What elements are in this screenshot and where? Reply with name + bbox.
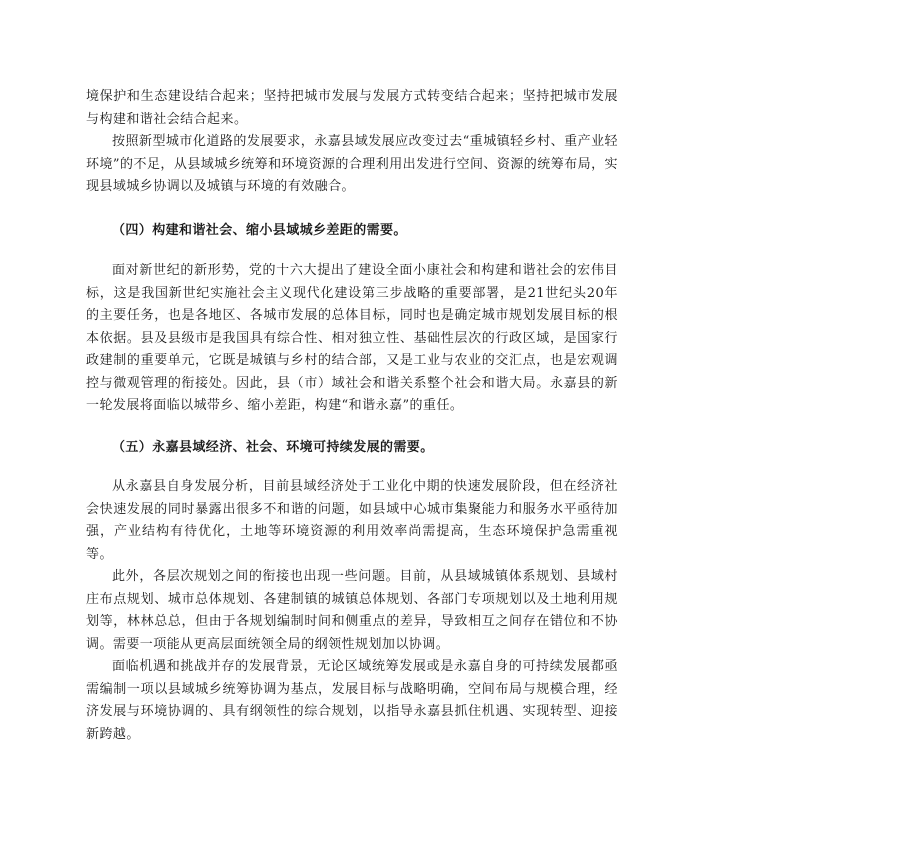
section-heading-4: （四）构建和谐社会、缩小县域城乡差距的需要。 — [112, 223, 407, 238]
paragraph-new-urbanization: 按照新型城市化道路的发展要求，永嘉县域发展应改变过去“重城镇轻乡村、重产业轻环境”的不足，从县域城乡统筹和环境资源的合理利用出发进行空间、资源的统筹布局，实现县域城乡协调以及城镇与环境的有效融合。 — [86, 134, 618, 194]
section-heading-5: （五）永嘉县域经济、社会、环境可持续发展的需要。 — [112, 440, 434, 455]
paragraph-harmonious-society: 面对新世纪的新形势，党的十六大提出了建设全面小康社会和构建和谐社会的宏伟目标，这是我国新世纪实施社会主义现代化建设第三步战略的重要部署，是21世纪头20年的主要任务，也是各地区、各城市发展的总体目标，同时也是确定城市规划发展目标的根本依据。县及县级市是我国具有综合性、相对独立性、基础性层次的行政区域，是国家行政建制的重要单元，它既是城镇与乡村的结合部，又是工业与农业的交汇点，也是宏观调控与微观管理的衔接处。因此，县（市）域社会和谐关系整个社会和谐大局。永嘉县的新一轮发展将面临以城带乡、缩小差距，构建“和谐永嘉”的重任。 — [86, 263, 618, 413]
paragraph-planning-coordination: 此外，各层次规划之间的衔接也出现一些问题。目前，从县域城镇体系规划、县域村庄布点规划、城市总体规划、各建制镇的城镇总体规划、各部门专项规划以及土地利用规划等，林林总总，但由于各规划编制时间和侧重点的差异，导致相互之间存在错位和不协调。需要一项能从更高层面统领全局的纲领性规划加以协调。 — [86, 569, 618, 652]
section-5-body — [86, 476, 618, 746]
section-intro — [86, 86, 618, 199]
paragraph-environment-harmony: 境保护和生态建设结合起来；坚持把城市发展与发展方式转变结合起来；坚持把城市发展与构建和谐社会结合起来。 — [86, 89, 618, 127]
paragraph-self-development: 从永嘉县自身发展分析，目前县域经济处于工业化中期的快速发展阶段，但在经济社会快速发展的同时暴露出很多不和谐的问题，如县域中心城市集聚能力和服务水平亟待加强，产业结构有待优化，土地等环境资源的利用效率尚需提高，生态环境保护急需重视等。 — [86, 479, 618, 562]
section-4-body — [86, 260, 618, 418]
paragraph-comprehensive-plan: 面临机遇和挑战并存的发展背景，无论区域统筹发展或是永嘉自身的可持续发展都亟需编制一项以县域城乡统筹协调为基点，发展目标与战略明确，空间布局与规模合理，经济发展与环境协调的、具有纲领性的综合规划，以指导永嘉县抓住机遇、实现转型、迎接新跨越。 — [86, 659, 618, 742]
